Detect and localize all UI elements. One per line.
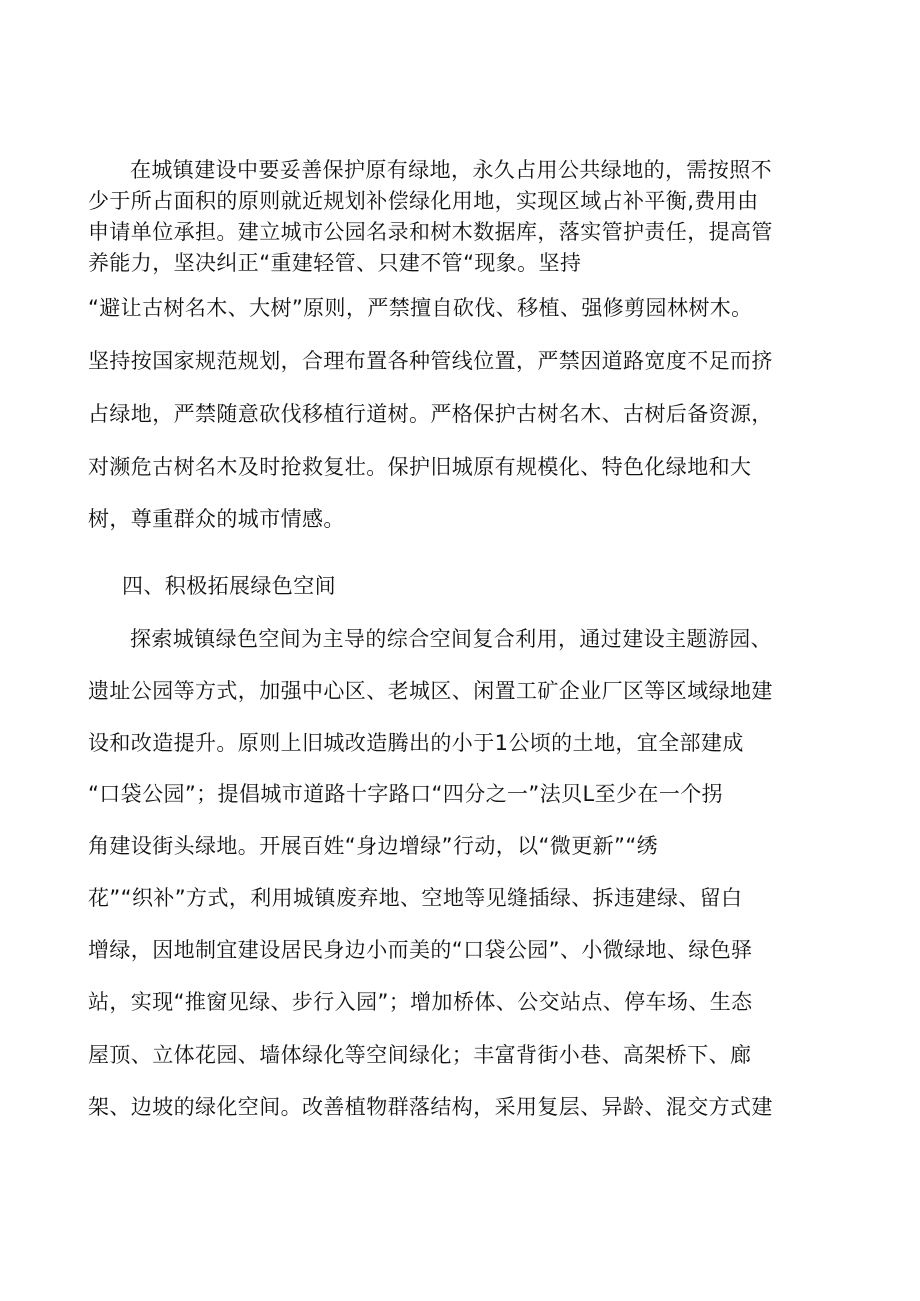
paragraph-2-line-9: 屋顶、立体花园、墙体绿化等空间绿化；丰富背街小巷、高架桥下、廊	[88, 1043, 752, 1067]
paragraph-1-line-6: 坚持按国家规范规划，合理布置各种管线位置，严禁因道路宽度不足而挤	[88, 349, 773, 373]
paragraph-1-line-1: 在城镇建设中要妥善保护原有绿地，永久占用公共绿地的，需按照不	[130, 158, 772, 182]
paragraph-2-line-8: 站，实现“推窗见绿、步行入园”；增加桥体、公交站点、停车场、生态	[88, 990, 753, 1014]
paragraph-2-line-7: 增绿，因地制宜建设居民身边小而美的“口袋公园”、小微绿地、绿色驿	[88, 938, 753, 962]
paragraph-2-line-10: 架、边坡的绿化空间。改善植物群落结构，采用复层、异龄、混交方式建	[88, 1095, 773, 1119]
paragraph-2-line-6: 花”“织补”方式，利用城镇废弃地、空地等见缝插绿、拆违建绿、留白	[88, 886, 743, 910]
section-heading: 四、积极拓展绿色空间	[122, 574, 336, 598]
paragraph-1-line-3: 申请单位承担。建立城市公园名录和树木数据库，落实管护责任，提高管	[88, 220, 773, 244]
paragraph-2-line-5: 角建设街头绿地。开展百姓“身边增绿”行动，以“微更新”“绣	[88, 834, 658, 858]
paragraph-2-line-1: 探索城镇绿色空间为主导的综合空间复合利用，通过建设主题游园、	[130, 627, 772, 651]
paragraph-2-line-2: 遗址公园等方式，加强中心区、老城区、闲置工矿企业厂区等区域绿地建	[88, 679, 773, 703]
paragraph-2-line-4: “口袋公园”；提倡城市道路十字路口“四分之一”法贝L至少在一个拐	[88, 782, 724, 806]
paragraph-1-line-9: 树，尊重群众的城市情感。	[88, 507, 345, 531]
paragraph-1-line-5: “避让古树名木、大树”原则，严禁擅自砍伐、移植、强修剪园林树木。	[88, 296, 753, 320]
paragraph-1-line-8: 对濒危古树名木及时抢救复壮。保护旧城原有规模化、特色化绿地和大	[88, 455, 752, 479]
paragraph-1-line-4: 养能力，坚决纠正“重建轻管、只建不管“现象。坚持	[88, 251, 582, 275]
paragraph-1-line-2: 少于所占面积的原则就近规划补偿绿化用地，实现区域占补平衡,费用由	[88, 189, 759, 213]
paragraph-2-line-3: 设和改造提升。原则上旧城改造腾出的小于1公顷的土地，宜全部建成	[88, 731, 744, 755]
paragraph-1-line-7: 占绿地，严禁随意砍伐移植行道树。严格保护古树名木、古树后备资源，	[88, 402, 773, 426]
